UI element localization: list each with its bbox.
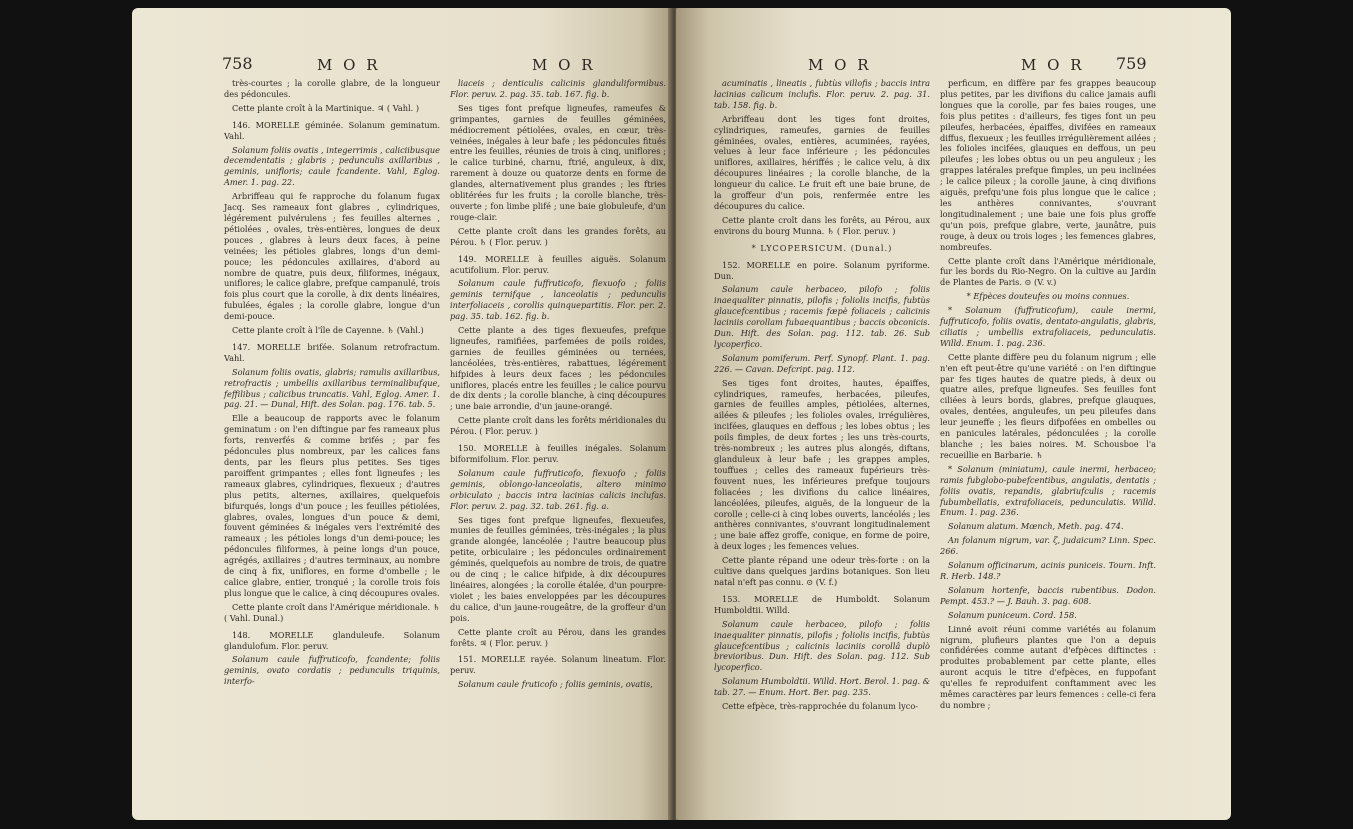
latin-diagnosis: Solanum caule fuffruticofo, flexuofo ; foliis geminis ternifque , lanceolatis ; pedunculis interfoliaceis , corollis quinquepartitis. Flor. per. 2. pag. 35. tab. 162. fig. b. — [450, 278, 666, 322]
page-number: 759 — [1116, 54, 1147, 73]
latin-diagnosis: Solanum foliis ovatis, glabris; ramulis axillaribus, retrofractis ; umbellis axillaribus terminalibufque, feffilibus ; calicibus truncatis. Vahl, Eglog. Amer. 1. pag. 21. — Dunal, Hift. des Solan. pag. 176. tab. 5. — [224, 366, 440, 410]
section-note: * Efpèces douteufes ou moins connues. — [966, 291, 1130, 302]
latin-diagnosis: Solanum caule fuffruticofo, fcandente; foliis geminis, ovato cordatis ; pedunculis triquinis, interfo- — [224, 654, 440, 687]
paragraph: Cette plante croît à la Martinique. ♃ ( Vahl. ) — [232, 102, 420, 113]
paragraph: Ses tiges font droites, hautes, épaiffes, cylindriques, rameufes, herbacées, pileufes, garnies de feuilles amples, pétiolées, alternes, ailées & pileufes ; les folioles ovales, irrégulières, incifées, glauques en deffous ; les lobes obtus ; les poils fimples, de deux fortes ; les uns très-courts, très-nombreux ; les autres plus alongés, diftans, glanduleux à leur bafe ; les grappes amples, touffues ; celles des rameaux fupérieurs très-fouvent nues, les inférieures prefque toujours foliacées ; les divifions du calice linéaires, lancéolées, pileufes, aiguës, de la longueur de la corolle ; celle-ci à cinq lobes ouverts, lancéolés ; les anthères connivantes, s'ouvrant longitudinalement ; une baie affez groffe, conique, en forme de poire, à deux loges ; les femences velues. — [714, 377, 930, 552]
latin-diagnosis: Solanum hortenfe, baccis rubentibus. Dodon. Pempt. 453.? — J. Bauh. 3. pag. 608. — [940, 584, 1156, 606]
left-page — [132, 8, 672, 820]
text-column-right-1 — [714, 78, 930, 715]
latin-diagnosis: Solanum puniceum. Cord. 158. — [948, 609, 1077, 620]
text-column-left-1 — [224, 78, 440, 690]
paragraph: Cette plante croît dans les forêts méridionales du Pérou. ( Flor. peruv. ) — [450, 415, 666, 437]
entry-heading: 152. MORELLE en poire. Solanum pyriforme. Dun. — [714, 259, 930, 281]
paragraph: Cette plante diffère peu du folanum nigrum ; elle n'en eft peut-être qu'une variété : on l'en diftingue par fes tiges hautes de quatre pieds, à deux ou quatre ailes, prefque ligneufes. Ses feuilles font ciliées à leurs bords, glabres, prefque glauques, ovales, dentées, anguleufes, un peu pileufes dans leur jeuneffe ; les fleurs difpofées en ombelles ou en panicules latérales, pédonculées ; la corolle blanche ; les baies noires. M. Schousboe l'a recueillie en Barbarie. ♄ — [940, 351, 1156, 460]
latin-diagnosis: Solanum caule herbaceo, pilofo ; foliis inaequaliter pinnatis, pilofis ; foliolis incifis, fubtùs glaucefcentibus ; calicinis laciniis corollâ duplò brevioribus. Dun. Hift. des Solan. pag. 112. Sub lycoperfico. — [714, 618, 930, 673]
latin-diagnosis: * Solanum (miniatum), caule inermi, herbaceo; ramis fubglobo-pubefcentibus, angulatis, dentatis ; foliis ovatis, repandis, glabriufculis ; racemis fubumbellatis, extrafoliaceis, pedunculatis. Willd. Enum. 1. pag. 236. — [940, 463, 1156, 518]
paragraph: Linné avoit réuni comme variétés au folanum nigrum, plufieurs plantes que l'on a depuis confidérées comme autant d'efpèces diftinctes : produites probablement par cette plante, elles auront acquis le titre d'efpèces, en fuppofant qu'elles fe reproduifent conftamment avec les mêmes caractères par leurs femences : celle-ci fera du nombre ; — [940, 623, 1156, 710]
paragraph: Cette plante croît à l'île de Cayenne. ♄ (Vahl.) — [232, 325, 424, 336]
latin-diagnosis: Solanum caule herbaceo, pilofo ; foliis inaequaliter pinnatis, pilofis ; foliolis incifis, fubtùs glaucefcentibus ; racemis fæpè foliaceis ; calicinis laciniis corollam fubaequantibus ; baccis obconicis. Dun. Hift. des Solan. pag. 112. tab. 26. Sub lycoperfico. — [714, 284, 930, 349]
running-head: M O R — [808, 56, 872, 74]
paragraph: très-courtes ; la corolle glabre, de la longueur des pédoncules. — [224, 78, 440, 99]
paragraph: Cette plante croît au Pérou, dans les grandes forêts. ♃ ( Flor. peruv. ) — [450, 626, 666, 648]
running-head: M O R — [317, 56, 381, 74]
latin-diagnosis: acuminatis , lineatis , fubtùs villofis ; baccis intra lacinias calicum inclufis. Flor. peruv. 2. pag. 31. tab. 158. fig. b. — [714, 78, 930, 110]
paragraph: Arbriffeau dont les tiges font droites, cylindriques, rameufes, garnies de feuilles géminées, ovales, entières, acuminées, rayées, velues à leur face inférieure ; les pédoncules uniflores, axillaires, hériffés ; le calice velu, à dix découpures linéaires ; la corolle blanche, de la longueur du calice. Le fruit eft une baie brune, de la groffeur d'un pois, renfermée entre les découpures du calice. — [714, 113, 930, 211]
paragraph: Ses tiges font prefque ligneufes, rameufes & grimpantes, garnies de feuilles géminées, médiocrement pétiolées, ovales, en cœur, très-veinées, inégales à leur bafe ; les pédoncules fitués entre les feuilles, réunies de trois à cinq, uniflores ; le calice turbiné, charnu, ftrié, anguleux, à dix, rarement à douze ou quatorze dents en forme de glandes, alternativement plus grandes ; les ftries oblitérées fur les fruits ; la corolle blanche, très-ouverte ; fon limbe plifé ; une baie globuleufe, d'un rouge-clair. — [450, 102, 666, 222]
paragraph: Cette plante croît dans l'Amérique méridionale, fur les bords du Rio-Negro. On la cultive au Jardin de Plantes de Paris. ⊙ (V. v.) — [940, 255, 1156, 288]
running-head: M O R — [532, 56, 596, 74]
running-head: M O R — [1021, 56, 1085, 74]
latin-diagnosis: Solanum foliis ovatis , integerrimis , caliciibusque decemdentatis ; glabris ; pedunculis axillaribus , geminis, unifloris; caule fcandente. Vahl, Eglog. Amer. 1. pag. 22. — [224, 144, 440, 188]
paragraph: Ses tiges font prefque ligneufes, flexueufes, munies de feuilles géminées, très-inégales ; la plus grande alongée, lancéolée ; l'autre beaucoup plus petite, orbiculaire ; les pédoncules ordinairement géminés, quelquefois au nombre de trois, de quatre ou de cinq ; le calice hifpide, à dix découpures linéaires, alongées ; la corolle étalée, d'un pourpre-violet ; les baies enveloppées par les découpures du calice, d'un jaune-rougeâtre, de la groffeur d'un pois. — [450, 514, 666, 623]
entry-heading: 147. MORELLE brifée. Solanum retrofractum. Vahl. — [224, 341, 440, 363]
paragraph: Arbriffeau qui fe rapproche du folanum fugax Jacq. Ses rameaux font glabres , cylindriques, légérement pulvérulens ; fes feuilles alternes , pétiolées , ovales, très-entières, longues de deux pouces , glabres à leurs deux faces, à peine veinées; les pétioles glabres, longs d'un demi-pouce; les pédoncules axillaires, d'abord au nombre de quatre, puis deux, filiformes, inégaux, uniflores; le calice glabre, prefque campanulé, trois fois plus court que la corolle, à dix dents linéaires, fubulées, égales ; la corolle glabre, longue d'un demi-pouce. — [224, 191, 440, 322]
latin-diagnosis: Solanum alatum. Mœnch, Meth. pag. 474. — [948, 521, 1124, 532]
latin-diagnosis: Solanum officinarum, acinis puniceis. Tourn. Inft. R. Herb. 148.? — [940, 560, 1156, 581]
latin-diagnosis: An folanum nigrum, var. ζ, judaicum? Linn. Spec. 266. — [940, 535, 1156, 557]
entry-heading: 153. MORELLE de Humboldt. Solanum Humboldtii. Willd. — [714, 593, 930, 615]
latin-diagnosis: Solanum pomiferum. Perf. Synopf. Plant. 1. pag. 226. — Cavan. Defcript. pag. 112. — [714, 352, 930, 374]
paragraph: Cette plante croît dans les forêts, au Pérou, aux environs du bourg Munna. ♄ ( Flor. peruv. ) — [714, 214, 930, 236]
entry-heading: 146. MORELLE géminée. Solanum geminatum. Vahl. — [224, 119, 440, 141]
paragraph: Cette plante répand une odeur très-forte : on la cultive dans quelques jardins botaniques. Son lieu natal n'eft pas connu. ⊙ (V. f.) — [714, 555, 930, 587]
latin-diagnosis: * Solanum (fuffruticofum), caule inermi, fuffruticofo, foliis ovatis, dentato-angulatis, glabris, ciliatis ; umbellis extrafoliaceis, pedunculatis. Willd. Enum. 1. pag. 236. — [940, 305, 1156, 348]
latin-diagnosis: Solanum Humboldtii. Willd. Hort. Berol. 1. pag. & tab. 27. — Enum. Hort. Ber. pag. 235. — [714, 676, 930, 698]
paragraph: Cette efpèce, très-rapprochée du folanum lyco- — [722, 701, 919, 712]
text-column-left-2 — [450, 78, 666, 693]
latin-diagnosis: Solanum caule fuffruticofo, flexuofo ; foliis geminis, oblongo-lanceolatis, altero minimo orbiculato ; baccis intra lacinias calicis inclufas. Flor. peruv. 2. pag. 32. tab. 261. fig. a. — [450, 467, 666, 511]
entry-heading: 148. MORELLE glanduleufe. Solanum glandulofum. Flor. peruv. — [224, 629, 440, 651]
right-page — [676, 8, 1231, 820]
paragraph: Cette plante croît dans les grandes forêts, au Pérou. ♄ ( Flor. peruv. ) — [450, 225, 666, 247]
entry-heading: 150. MORELLE à feuilles inégales. Solanum biformifolium. Flor. peruv. — [450, 443, 666, 464]
paragraph: Cette plante croît dans l'Amérique méridionale. ♄ ( Vahl. Dunal.) — [224, 601, 441, 623]
latin-diagnosis: Solanum caule fruticofo ; foliis geminis, ovatis, — [458, 679, 653, 690]
section-heading: * LYCOPERSICUM. (Dunal.) — [751, 242, 893, 253]
page-number: 758 — [222, 54, 253, 73]
entry-heading: 149. MORELLE à feuilles aiguës. Solanum acutifolium. Flor. peruv. — [450, 253, 666, 275]
entry-heading: 151. MORELLE rayée. Solanum lineatum. Flor. peruv. — [450, 654, 666, 676]
paragraph: Cette plante a des tiges flexueufes, prefque ligneufes, ramifiées, parfemées de poils roides, garnies de feuilles géminées ou ternées, lancéolées, très-entières, rabattues, légérement hifpides à leurs deux faces ; les pédoncules uniflores, placés entre les feuilles ; le calice pourvu de dix dents ; la corolle blanche, à cinq découpures ; une baie arrondie, d'un jaune-orangé. — [450, 325, 666, 412]
text-column-right-2 — [940, 78, 1156, 714]
paragraph: perficum, en diffère par fes grappes beaucoup plus petites, par les divifions du calice jamais aufli longues que la corolle, par fes baies rouges, une fois plus petites : d'ailleurs, fes tiges font un peu pileufes, herbacées, épaiffes, divifées en rameaux diffus, flexueux ; les feuilles irrégulièrement ailées ; les folioles incifées, glauques en deffous, un peu pileufes ; les lobes obtus ou un peu anguleux ; les grappes latérales prefque fimples, un peu inclinées ; le calice pileux ; la corolle jaune, à cinq divifions aiguës, prefqu'une fois plus longue que le calice ; les anthères connivantes, s'ouvrant longitudinalement ; une baie une fois plus groffe qu'un pois, prefque glabre, verte, jaunâtre, puis rouge, à deux ou trois loges ; les femences glabres, nombreufes. — [940, 78, 1156, 252]
latin-diagnosis: liaceis ; denticulis calicinis glanduliformibus. Flor. peruv. 2. pag. 35. tab. 167. fig. b. — [450, 78, 666, 99]
paragraph: Elle a beaucoup de rapports avec le folanum geminatum : on l'en diftingue par fes rameaux plus forts, renverfés & comme brifés ; par fes pédoncules plus nombreux, par les calices fans dents, par les fleurs plus petites. Ses tiges paroiffent grimpantes ; elles font ligneufes ; les rameaux glabres, cylindriques, flexueux ; d'autres plus petits, alternes, axillaires, quelquefois bifurqués, longs d'un pouce ; les feuilles pétiolées, glabres, ovales, longues d'un pouce & demi, fouvent géminées & inégales vers l'extrémité des rameaux ; les pétioles longs d'un demi-pouce; les pédoncules filiformes, à peine longs d'un pouce, agrégés, axillaires ; d'autres terminaux, au nombre de cinq à fix, uniflores, en forme d'ombelle ; le calice glabre, entier, tronqué ; la corolle trois fois plus longue que le calice, à cinq découpures ovales. — [224, 413, 440, 598]
